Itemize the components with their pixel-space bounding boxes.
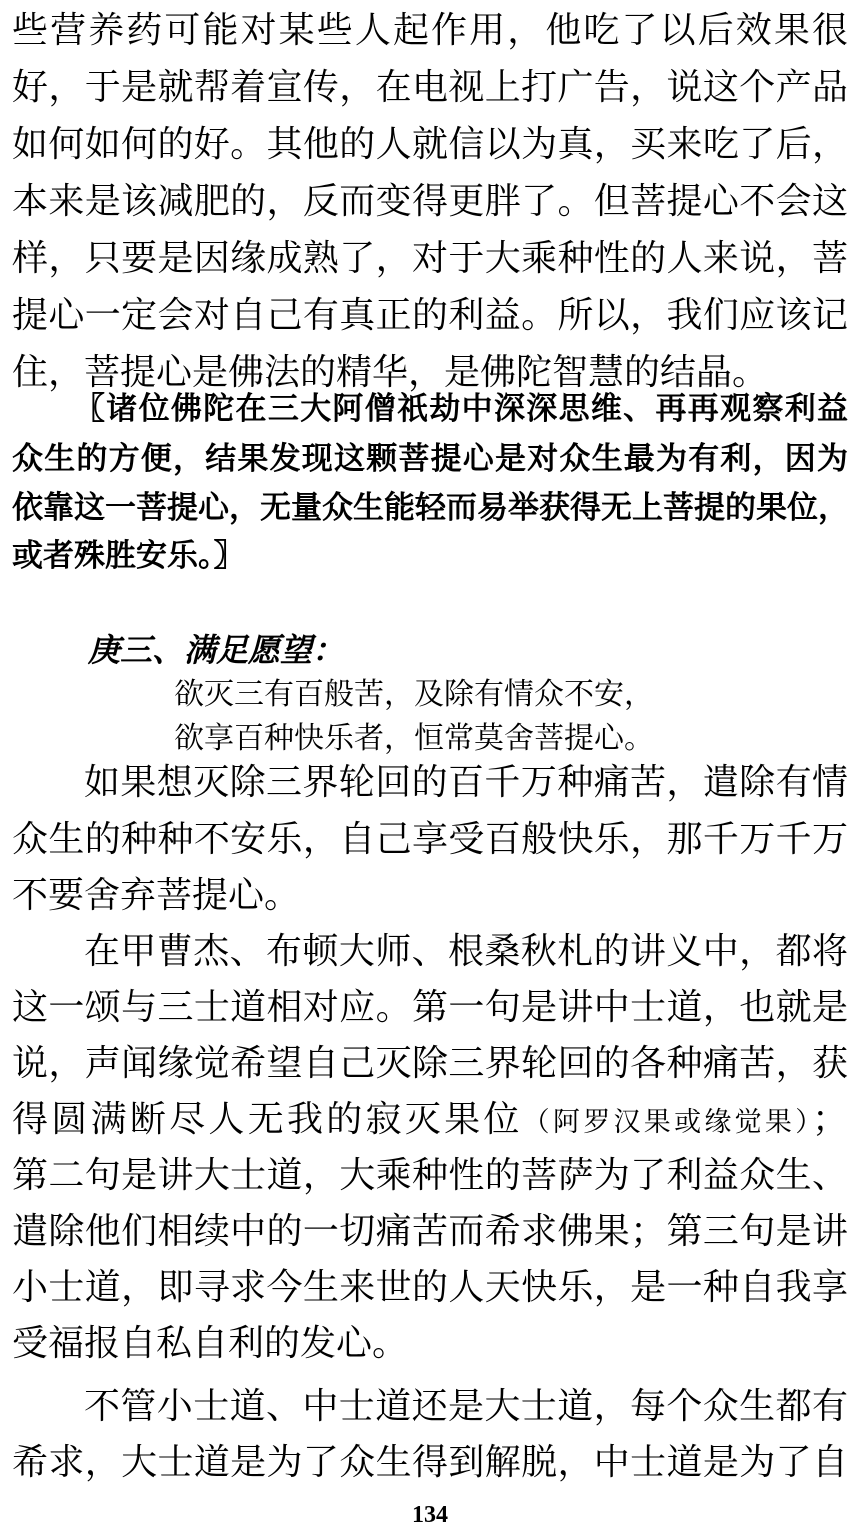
quote-line: 依靠这一菩提心，无量众生能轻而易举获得无上菩提的果位，	[12, 490, 849, 526]
text-line: 第二句是讲大士道，大乘种性的菩萨为了利益众生、	[12, 1155, 848, 1196]
page-number: 134	[412, 1502, 448, 1528]
text-line: 受福报自私自利的发心。	[12, 1323, 409, 1364]
text-line: 不管小士道、中士道还是大士道，每个众生都有	[84, 1386, 848, 1427]
text-line: 样，只要是因缘成熟了，对于大乘种性的人来说，菩	[12, 238, 848, 279]
text-line: 好，于是就帮着宣传，在电视上打广告，说这个产品	[12, 67, 848, 108]
text-segment: 得圆满断尽人无我的寂灭果位	[12, 1099, 523, 1140]
verse-line: 欲享百种快乐者，恒常莫舍菩提心。	[174, 721, 654, 756]
text-line: 不要舍弃菩提心。	[12, 875, 301, 916]
text-line: 住，菩提心是佛法的精华，是佛陀智慧的结晶。	[12, 352, 769, 393]
text-line: 说，声闻缘觉希望自己灭除三界轮回的各种痛苦，获	[12, 1043, 848, 1084]
quote-line: 或者殊胜安乐。〗	[12, 538, 245, 574]
text-line: 如果想灭除三界轮回的百千万种痛苦，遣除有情	[84, 762, 848, 803]
text-line: 如何如何的好。其他的人就信以为真，买来吃了后，	[12, 124, 848, 165]
text-line: 希求，大士道是为了众生得到解脱，中士道是为了自	[12, 1442, 848, 1483]
quote-line: 〖诸位佛陀在三大阿僧祇劫中深深思维、再再观察利益	[74, 391, 848, 427]
text-line: 众生的种种不安乐，自己享受百般快乐，那千万千万	[12, 819, 848, 860]
quote-line: 众生的方便，结果发现这颗菩提心是对众生最为有利，因为	[12, 441, 848, 477]
parenthetical-note: （阿罗汉果或缘觉果）	[522, 1107, 812, 1138]
text-line: 本来是该减肥的，反而变得更胖了。但菩提心不会这	[12, 181, 848, 222]
text-line	[12, 1093, 848, 1147]
text-line: 提心一定会对自己有真正的利益。所以，我们应该记	[12, 295, 848, 336]
text-line: 小士道，即寻求今生来世的人天快乐，是一种自我享	[12, 1267, 848, 1308]
text-segment: ；	[811, 1099, 848, 1140]
verse-line: 欲灭三有百般苦，及除有情众不安，	[174, 677, 654, 712]
text-line: 些营养药可能对某些人起作用，他吃了以后效果很	[12, 10, 848, 51]
section-heading: 庚三、满足愿望：	[88, 631, 345, 669]
text-line: 这一颂与三士道相对应。第一句是讲中士道，也就是	[12, 987, 848, 1028]
text-line: 遣除他们相续中的一切痛苦而希求佛果；第三句是讲	[12, 1211, 848, 1252]
text-line: 在甲曹杰、布顿大师、根桑秋札的讲义中，都将	[84, 931, 848, 972]
